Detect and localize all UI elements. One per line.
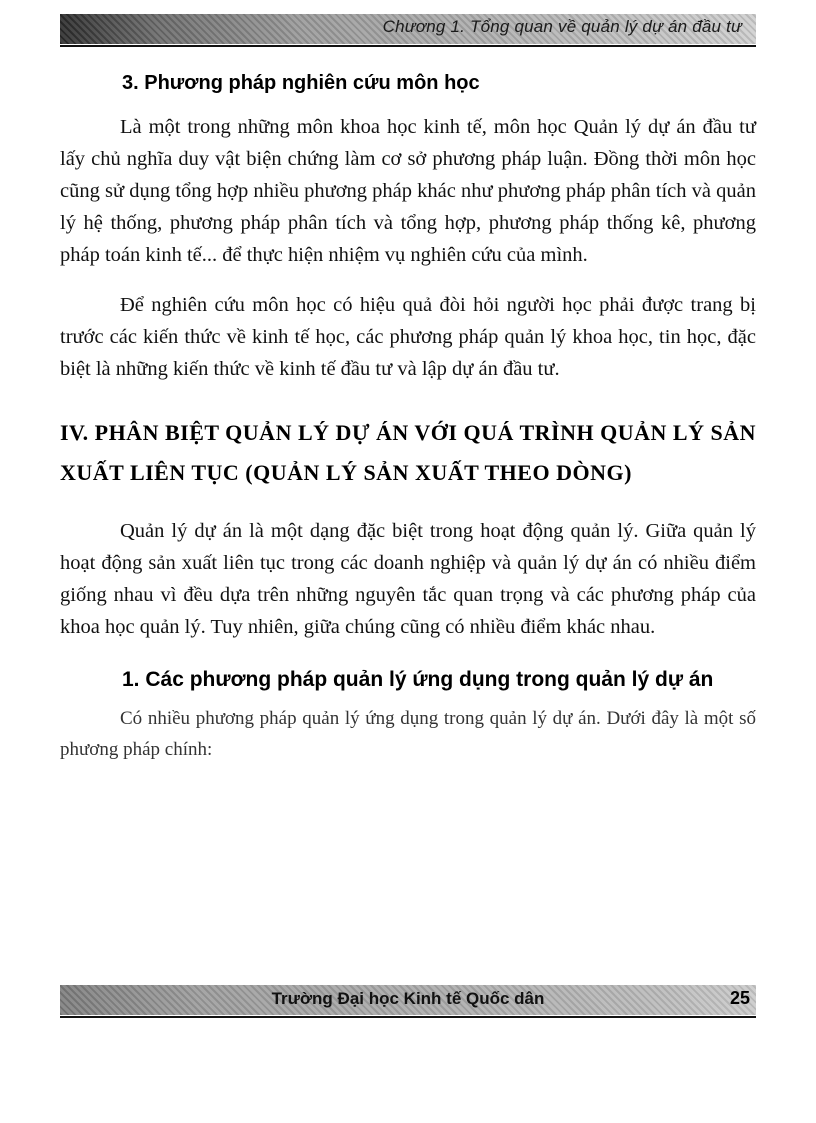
header-banner [60,14,756,44]
section-3-paragraph-2: Để nghiên cứu môn học có hiệu quả đòi hỏi người học phải được trang bị trước các kiến thức về kinh tế học, các phương pháp quản lý khoa học, tin học, đặc biệt là những kiến thức về kinh tế đầu tư và lập dự án đầu tư. [60,294,756,380]
footer-banner [60,985,756,1015]
footer-institution: Trường Đại học Kinh tế Quốc dân [271,989,545,1008]
section-4-paragraph: Quản lý dự án là một dạng đặc biệt trong hoạt động quản lý. Giữa quản lý hoạt động sản xuất liên tục trong các doanh nghiệp và quản lý dự án có nhiều điểm giống nhau vì đều dựa trên những nguyên tắc quan trọng và các phương pháp của khoa học quản lý. Tuy nhiên, giữa chúng cũng có nhiều điểm khác nhau. [60,520,756,638]
subsection-1-paragraph: Có nhiều phương pháp quản lý ứng dụng trong quản lý dự án. Dưới đây là một số phương pháp chính: [60,708,756,760]
subsection-1-heading: 1. Các phương pháp quản lý ứng dụng trong quản lý dự án [122,668,714,691]
page-content [60,72,756,765]
header-rule [60,45,756,47]
footer-rule [60,1016,756,1018]
page-number: 25 [729,988,750,1008]
section-4-heading: IV. PHÂN BIỆT QUẢN LÝ DỰ ÁN VỚI QUÁ TRÌNH QUẢN LÝ SẢN XUẤT LIÊN TỤC (QUẢN LÝ SẢN XUẤT THEO DÒNG) [60,420,756,485]
running-title: Chương 1. Tổng quan về quản lý dự án đầu tư [382,17,742,36]
section-3-heading: 3. Phương pháp nghiên cứu môn học [122,72,480,94]
section-3-paragraph-1: Là một trong những môn khoa học kinh tế, môn học Quản lý dự án đầu tư lấy chủ nghĩa duy vật biện chứng làm cơ sở phương pháp luận. Đồng thời môn học cũng sử dụng tổng hợp nhiều phương pháp khác như phương pháp phân tích và quản lý hệ thống, phương pháp phân tích và tổng hợp, phương pháp thống kê, phương pháp toán kinh tế... để thực hiện nhiệm vụ nghiên cứu của mình. [60,116,756,266]
